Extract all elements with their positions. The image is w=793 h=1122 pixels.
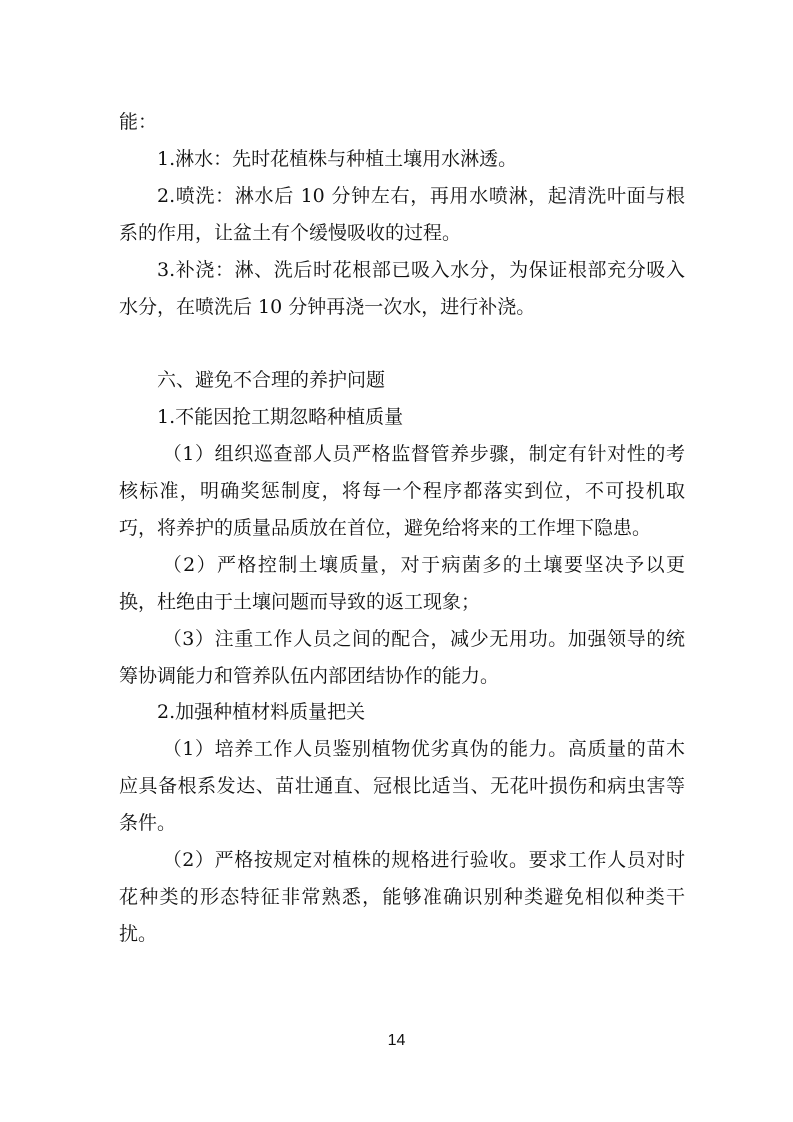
page-number: 14 [387, 1032, 406, 1049]
continuation-text: 能： [119, 111, 158, 133]
step-paragraph: 2.喷洗：淋水后 10 分钟左右，再用水喷淋，起清洗叶面与根系的作用，让盆土有个缓慢吸收的过程。 [119, 184, 685, 244]
body-text [119, 104, 685, 953]
section-heading: 六、避免不合理的养护问题 [157, 369, 386, 392]
list-item-paragraph: （1）培养工作人员鉴别植物优劣真伪的能力。高质量的苗木应具备根系发达、苗壮通直、冠根比适当、无花叶损伤和病虫害等条件。 [119, 738, 685, 835]
list-item-paragraph: （2）严格控制土壤质量，对于病菌多的土壤要坚决予以更换，杜绝由于土壤问题而导致的返工现象； [119, 553, 685, 613]
subsection-title: 2.加强种植材料质量把关 [157, 701, 366, 724]
paragraph-gap [119, 325, 685, 362]
list-item-paragraph: （1）组织巡查部人员严格监督管养步骤，制定有针对性的考核标准，明确奖惩制度，将每一个程序都落实到位，不可投机取巧，将养护的质量品质放在首位，避免给将来的工作埋下隐患。 [119, 443, 685, 539]
list-item-paragraph: （2）严格按规定对植株的规格进行验收。要求工作人员对时花种类的形态特征非常熟悉，能够准确识别种类避免相似种类干扰。 [119, 849, 685, 945]
list-item-paragraph: （3）注重工作人员之间的配合，减少无用功。加强领导的统筹协调能力和管养队伍内部团结协作的能力。 [119, 627, 685, 687]
step-paragraph: 1.淋水：先时花植株与种植土壤用水淋透。 [157, 147, 518, 170]
subsection-title: 1.不能因抢工期忽略种植质量 [157, 406, 404, 429]
step-paragraph: 3.补浇：淋、洗后时花根部已吸入水分，为保证根部充分吸入水分，在喷洗后 10 分钟再浇一次水，进行补浇。 [119, 258, 685, 318]
